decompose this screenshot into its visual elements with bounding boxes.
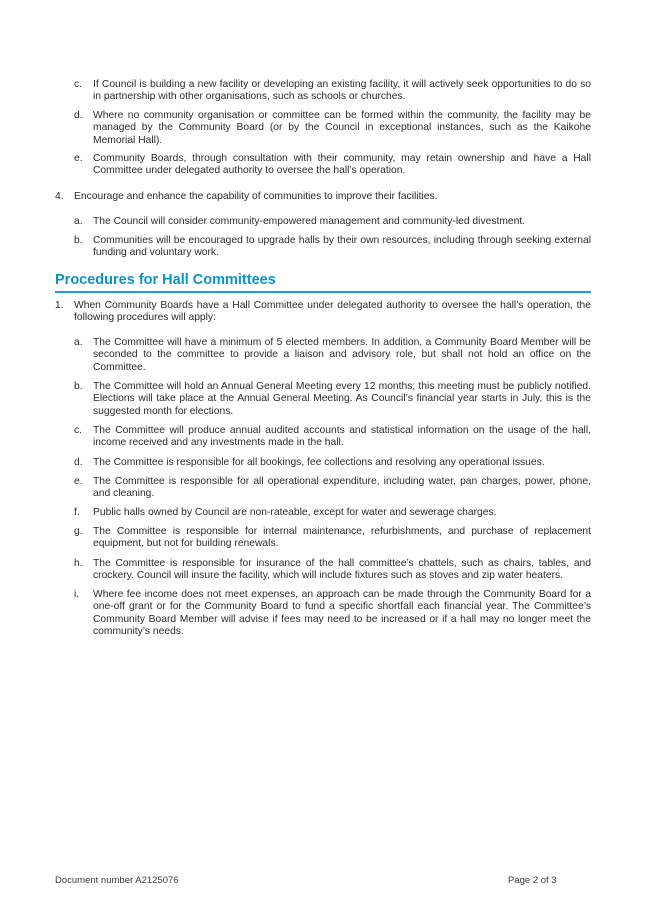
list-marker: e.: [74, 153, 83, 164]
list-item-text: Communities will be encouraged to upgrade halls by their own resources, including through seeking external funding and voluntary work.: [93, 235, 591, 259]
document-number: Document number A2125076: [55, 875, 179, 886]
list-item-text: Public halls owned by Council are non-rateable, except for water and sewerage charges.: [93, 507, 497, 518]
list-item-text: The Council will consider community-empowered management and community-led divestment.: [93, 216, 526, 227]
page-number: Page 2 of 3: [508, 875, 557, 886]
list-marker: c.: [74, 425, 83, 436]
list-marker: 1.: [55, 300, 64, 311]
list-marker: a.: [74, 337, 83, 348]
list-item-text: The Committee will have a minimum of 5 elected members. In addition, a Community Board Member will be seconded to the committee to provide a liaison and advisory role, but shall not hold an office on the Committee.: [93, 337, 591, 373]
list-item-text: Where fee income does not meet expenses, an approach can be made through the Community Board for a one-off grant or for the Community Board to fund a specific shortfall each financial year. The Committee’s Community Board Member will advise if fees may need to be increased or if a hall may no longer meet the community’s needs.: [93, 589, 591, 638]
list-marker: h.: [74, 558, 83, 569]
list-item-text: The Committee will produce annual audited accounts and statistical information on the usage of the hall, income received and any investments made in the hall.: [93, 425, 591, 449]
list-marker: b.: [74, 381, 83, 392]
list-item-text: If Council is building a new facility or developing an existing facility, it will actively seek opportunities to do so in partnership with other organisations, such as schools or churches.: [93, 79, 591, 103]
list-item-text: The Committee is responsible for insurance of the hall committee’s chattels, such as chairs, tables, and crockery. Council will insure the facility, which will include fixtures such as stoves and zip water heaters.: [93, 558, 591, 582]
list-marker: i.: [74, 589, 80, 600]
list-item-text: Encourage and enhance the capability of communities to improve their facilities.: [74, 191, 438, 202]
list-marker: e.: [74, 476, 83, 487]
list-marker: c.: [74, 79, 83, 90]
list-marker: g.: [74, 526, 83, 537]
list-item-text: The Committee is responsible for internal maintenance, refurbishments, and purchase of replacement equipment, but not for building renewals.: [93, 526, 591, 550]
list-item-text: When Community Boards have a Hall Committee under delegated authority to oversee the hall’s operation, the following procedures will apply:: [74, 300, 591, 324]
list-marker: f.: [74, 507, 80, 518]
section-heading: Procedures for Hall Committees: [55, 272, 276, 288]
list-marker: d.: [74, 110, 83, 121]
list-item-text: Where no community organisation or committee can be formed within the community, the facility may be managed by the Community Board (or by the Council in exceptional instances, such as the Kaikohe Memorial Hall).: [93, 110, 591, 146]
list-item-text: Community Boards, through consultation with their community, may retain ownership and have a Hall Committee under delegated authority to oversee the hall’s operation.: [93, 153, 591, 177]
list-marker: b.: [74, 235, 83, 246]
list-marker: d.: [74, 457, 83, 468]
list-marker: a.: [74, 216, 83, 227]
list-item-text: The Committee is responsible for all bookings, fee collections and resolving any operational issues.: [93, 457, 545, 468]
list-marker: 4.: [55, 191, 64, 202]
list-item-text: The Committee is responsible for all operational expenditure, including water, pan charges, power, phone, and cleaning.: [93, 476, 591, 500]
heading-rule: [55, 291, 591, 293]
list-item-text: The Committee will hold an Annual General Meeting every 12 months; this meeting must be publicly notified. Elections will take place at the Annual General Meeting. As Council’s financial year starts in July, this is the suggested month for elections.: [93, 381, 591, 417]
